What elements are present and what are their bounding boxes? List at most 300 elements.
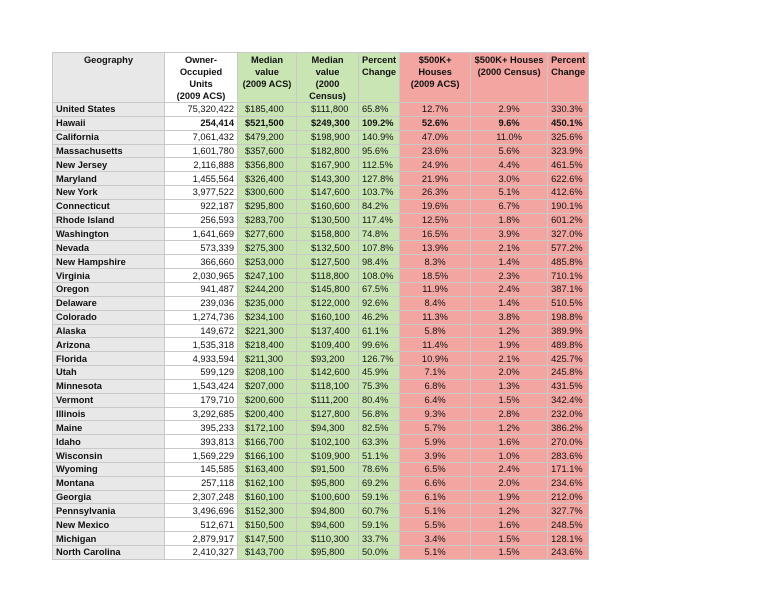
cell-owner-occupied-units: 254,414 [165, 116, 238, 130]
cell-percent-change-houses: 710.1% [548, 269, 589, 283]
cell-owner-occupied-units: 366,660 [165, 255, 238, 269]
cell-500k-houses-2009: 24.9% [400, 158, 471, 172]
cell-geography: Arizona [53, 338, 165, 352]
table-row [53, 158, 589, 172]
cell-owner-occupied-units: 1,535,318 [165, 338, 238, 352]
cell-median-value-2009: $172,100 [238, 421, 297, 435]
table-row [53, 130, 589, 144]
cell-geography: Wyoming [53, 462, 165, 476]
cell-median-value-2000: $95,800 [297, 476, 359, 490]
cell-500k-houses-2000: 1.5% [471, 546, 548, 560]
cell-owner-occupied-units: 7,061,432 [165, 130, 238, 144]
table-row [53, 421, 589, 435]
cell-500k-houses-2000: 1.4% [471, 296, 548, 310]
cell-percent-change-value: 99.6% [359, 338, 400, 352]
cell-percent-change-value: 75.3% [359, 379, 400, 393]
cell-500k-houses-2000: 1.2% [471, 504, 548, 518]
cell-500k-houses-2009: 47.0% [400, 130, 471, 144]
cell-owner-occupied-units: 75,320,422 [165, 103, 238, 117]
cell-percent-change-houses: 232.0% [548, 407, 589, 421]
cell-percent-change-houses: 510.5% [548, 296, 589, 310]
cell-500k-houses-2000: 11.0% [471, 130, 548, 144]
cell-geography: Michigan [53, 532, 165, 546]
cell-500k-houses-2000: 1.9% [471, 490, 548, 504]
cell-geography: Wisconsin [53, 449, 165, 463]
header-mv09-line1: Median value [250, 55, 284, 77]
cell-owner-occupied-units: 256,593 [165, 213, 238, 227]
cell-median-value-2000: $137,400 [297, 324, 359, 338]
cell-median-value-2000: $102,100 [297, 435, 359, 449]
cell-geography: Illinois [53, 407, 165, 421]
cell-geography: Virginia [53, 269, 165, 283]
cell-median-value-2009: $326,400 [238, 172, 297, 186]
cell-median-value-2009: $253,000 [238, 255, 297, 269]
cell-median-value-2009: $160,100 [238, 490, 297, 504]
cell-500k-houses-2000: 5.6% [471, 144, 548, 158]
cell-median-value-2000: $118,100 [297, 379, 359, 393]
header-geography [53, 53, 165, 103]
cell-500k-houses-2009: 9.3% [400, 407, 471, 421]
cell-median-value-2000: $109,900 [297, 449, 359, 463]
cell-percent-change-houses: 461.5% [548, 158, 589, 172]
cell-percent-change-houses: 248.5% [548, 518, 589, 532]
cell-500k-houses-2009: 5.1% [400, 504, 471, 518]
cell-percent-change-value: 61.1% [359, 324, 400, 338]
cell-percent-change-houses: 327.0% [548, 227, 589, 241]
cell-500k-houses-2009: 21.9% [400, 172, 471, 186]
table-row [53, 310, 589, 324]
cell-median-value-2000: $93,200 [297, 352, 359, 366]
cell-500k-houses-2009: 8.3% [400, 255, 471, 269]
cell-median-value-2009: $200,400 [238, 407, 297, 421]
table-row [53, 144, 589, 158]
cell-percent-change-houses: 425.7% [548, 352, 589, 366]
table-row [53, 269, 589, 283]
cell-500k-houses-2009: 3.9% [400, 449, 471, 463]
cell-median-value-2000: $249,300 [297, 116, 359, 130]
cell-median-value-2009: $300,600 [238, 186, 297, 200]
cell-500k-houses-2000: 2.4% [471, 282, 548, 296]
cell-median-value-2009: $357,600 [238, 144, 297, 158]
cell-500k-houses-2009: 6.6% [400, 476, 471, 490]
cell-median-value-2000: $94,600 [297, 518, 359, 532]
cell-500k-houses-2000: 2.8% [471, 407, 548, 421]
cell-geography: Vermont [53, 393, 165, 407]
cell-median-value-2009: $163,400 [238, 462, 297, 476]
cell-median-value-2000: $147,600 [297, 186, 359, 200]
cell-percent-change-value: 117.4% [359, 213, 400, 227]
cell-percent-change-value: 78.6% [359, 462, 400, 476]
cell-median-value-2000: $158,800 [297, 227, 359, 241]
cell-median-value-2009: $152,300 [238, 504, 297, 518]
cell-median-value-2009: $356,800 [238, 158, 297, 172]
table-body [53, 103, 589, 560]
cell-500k-houses-2009: 5.9% [400, 435, 471, 449]
cell-500k-houses-2000: 1.5% [471, 393, 548, 407]
cell-percent-change-houses: 128.1% [548, 532, 589, 546]
cell-median-value-2009: $234,100 [238, 310, 297, 324]
cell-percent-change-value: 109.2% [359, 116, 400, 130]
cell-500k-houses-2009: 10.9% [400, 352, 471, 366]
header-h09-line2: (2009 ACS) [410, 79, 460, 89]
cell-500k-houses-2009: 26.3% [400, 186, 471, 200]
header-h00-line1: $500K+ Houses [474, 55, 544, 65]
cell-geography: Utah [53, 366, 165, 380]
cell-geography: Delaware [53, 296, 165, 310]
cell-median-value-2000: $132,500 [297, 241, 359, 255]
cell-percent-change-houses: 234.6% [548, 476, 589, 490]
cell-percent-change-houses: 198.8% [548, 310, 589, 324]
cell-500k-houses-2000: 2.9% [471, 103, 548, 117]
cell-median-value-2009: $200,600 [238, 393, 297, 407]
cell-500k-houses-2000: 1.2% [471, 324, 548, 338]
cell-median-value-2000: $160,100 [297, 310, 359, 324]
cell-median-value-2009: $185,400 [238, 103, 297, 117]
cell-500k-houses-2000: 3.8% [471, 310, 548, 324]
cell-500k-houses-2009: 16.5% [400, 227, 471, 241]
cell-median-value-2009: $166,100 [238, 449, 297, 463]
cell-percent-change-value: 59.1% [359, 518, 400, 532]
cell-geography: Maryland [53, 172, 165, 186]
cell-geography: Minnesota [53, 379, 165, 393]
cell-500k-houses-2000: 2.3% [471, 269, 548, 283]
table-row [53, 476, 589, 490]
header-500k-houses-2000 [471, 53, 548, 103]
cell-percent-change-houses: 283.6% [548, 449, 589, 463]
cell-geography: Pennsylvania [53, 504, 165, 518]
cell-500k-houses-2000: 1.2% [471, 421, 548, 435]
cell-median-value-2000: $118,800 [297, 269, 359, 283]
table-row [53, 186, 589, 200]
cell-median-value-2000: $100,600 [297, 490, 359, 504]
cell-owner-occupied-units: 4,933,594 [165, 352, 238, 366]
cell-geography: Hawaii [53, 116, 165, 130]
cell-percent-change-value: 95.6% [359, 144, 400, 158]
cell-median-value-2000: $130,500 [297, 213, 359, 227]
cell-median-value-2000: $145,800 [297, 282, 359, 296]
cell-percent-change-value: 46.2% [359, 310, 400, 324]
cell-median-value-2009: $295,800 [238, 199, 297, 213]
cell-median-value-2000: $143,300 [297, 172, 359, 186]
cell-percent-change-value: 63.3% [359, 435, 400, 449]
cell-500k-houses-2000: 2.1% [471, 241, 548, 255]
cell-geography: New Hampshire [53, 255, 165, 269]
cell-500k-houses-2000: 2.4% [471, 462, 548, 476]
header-median-value-2009 [238, 53, 297, 103]
cell-geography: Idaho [53, 435, 165, 449]
cell-500k-houses-2009: 11.9% [400, 282, 471, 296]
cell-median-value-2009: $235,000 [238, 296, 297, 310]
cell-percent-change-value: 69.2% [359, 476, 400, 490]
cell-percent-change-value: 67.5% [359, 282, 400, 296]
cell-median-value-2000: $111,800 [297, 103, 359, 117]
cell-median-value-2009: $211,300 [238, 352, 297, 366]
cell-median-value-2009: $479,200 [238, 130, 297, 144]
cell-percent-change-value: 65.8% [359, 103, 400, 117]
cell-500k-houses-2009: 5.5% [400, 518, 471, 532]
cell-median-value-2000: $122,000 [297, 296, 359, 310]
cell-percent-change-value: 45.9% [359, 366, 400, 380]
cell-percent-change-houses: 601.2% [548, 213, 589, 227]
cell-owner-occupied-units: 512,671 [165, 518, 238, 532]
housing-value-table [52, 52, 589, 560]
table-row [53, 546, 589, 560]
cell-median-value-2000: $109,400 [297, 338, 359, 352]
cell-500k-houses-2009: 23.6% [400, 144, 471, 158]
cell-geography: United States [53, 103, 165, 117]
cell-median-value-2009: $147,500 [238, 532, 297, 546]
cell-owner-occupied-units: 149,672 [165, 324, 238, 338]
cell-owner-occupied-units: 2,879,917 [165, 532, 238, 546]
cell-median-value-2000: $94,300 [297, 421, 359, 435]
cell-median-value-2009: $207,000 [238, 379, 297, 393]
header-percent-change-houses [548, 53, 589, 103]
header-h09-line1: $500K+ Houses [418, 55, 452, 77]
cell-median-value-2000: $111,200 [297, 393, 359, 407]
cell-owner-occupied-units: 3,496,696 [165, 504, 238, 518]
table-row [53, 255, 589, 269]
cell-percent-change-value: 60.7% [359, 504, 400, 518]
cell-geography: Massachusetts [53, 144, 165, 158]
cell-median-value-2000: $94,800 [297, 504, 359, 518]
cell-500k-houses-2009: 19.6% [400, 199, 471, 213]
cell-500k-houses-2000: 6.7% [471, 199, 548, 213]
cell-median-value-2009: $218,400 [238, 338, 297, 352]
table-row [53, 213, 589, 227]
table-row [53, 407, 589, 421]
cell-median-value-2009: $162,100 [238, 476, 297, 490]
cell-500k-houses-2000: 1.0% [471, 449, 548, 463]
header-mv00-line2: (2000 Census) [309, 79, 346, 101]
cell-geography: Maine [53, 421, 165, 435]
cell-geography: Nevada [53, 241, 165, 255]
cell-geography: Oregon [53, 282, 165, 296]
cell-500k-houses-2000: 2.0% [471, 366, 548, 380]
header-owner-line2: Occupied Units [179, 67, 223, 89]
cell-500k-houses-2000: 2.1% [471, 352, 548, 366]
cell-500k-houses-2009: 7.1% [400, 366, 471, 380]
cell-500k-houses-2000: 2.0% [471, 476, 548, 490]
header-owner-line1: Owner- [184, 55, 218, 65]
cell-median-value-2000: $127,800 [297, 407, 359, 421]
table-row [53, 324, 589, 338]
cell-percent-change-houses: 270.0% [548, 435, 589, 449]
header-pct-line1: Percent [362, 55, 397, 65]
cell-median-value-2009: $247,100 [238, 269, 297, 283]
cell-owner-occupied-units: 1,274,736 [165, 310, 238, 324]
cell-percent-change-houses: 243.6% [548, 546, 589, 560]
cell-geography: Rhode Island [53, 213, 165, 227]
cell-geography: Colorado [53, 310, 165, 324]
cell-percent-change-houses: 190.1% [548, 199, 589, 213]
header-owner-occupied-units [165, 53, 238, 103]
cell-500k-houses-2009: 52.6% [400, 116, 471, 130]
cell-percent-change-value: 50.0% [359, 546, 400, 560]
table-row [53, 282, 589, 296]
cell-500k-houses-2000: 5.1% [471, 186, 548, 200]
cell-500k-houses-2009: 13.9% [400, 241, 471, 255]
header-hpct-line1: Percent [551, 55, 586, 65]
cell-percent-change-value: 126.7% [359, 352, 400, 366]
cell-percent-change-houses: 212.0% [548, 490, 589, 504]
header-h00-line2: (2000 Census) [477, 67, 541, 77]
table-row [53, 116, 589, 130]
cell-median-value-2009: $244,200 [238, 282, 297, 296]
cell-percent-change-houses: 431.5% [548, 379, 589, 393]
cell-500k-houses-2000: 1.5% [471, 532, 548, 546]
cell-owner-occupied-units: 3,292,685 [165, 407, 238, 421]
cell-percent-change-houses: 387.1% [548, 282, 589, 296]
cell-500k-houses-2009: 11.3% [400, 310, 471, 324]
cell-geography: New Jersey [53, 158, 165, 172]
header-pct-line2: Change [362, 67, 397, 77]
cell-percent-change-value: 103.7% [359, 186, 400, 200]
cell-percent-change-houses: 323.9% [548, 144, 589, 158]
cell-500k-houses-2009: 12.7% [400, 103, 471, 117]
header-median-value-2000 [297, 53, 359, 103]
table-row [53, 241, 589, 255]
table-row [53, 352, 589, 366]
cell-geography: Georgia [53, 490, 165, 504]
cell-owner-occupied-units: 573,339 [165, 241, 238, 255]
cell-percent-change-houses: 450.1% [548, 116, 589, 130]
cell-500k-houses-2000: 1.6% [471, 518, 548, 532]
cell-500k-houses-2009: 3.4% [400, 532, 471, 546]
cell-median-value-2009: $283,700 [238, 213, 297, 227]
table-row [53, 227, 589, 241]
cell-500k-houses-2000: 1.6% [471, 435, 548, 449]
header-500k-houses-2009 [400, 53, 471, 103]
cell-percent-change-value: 56.8% [359, 407, 400, 421]
cell-owner-occupied-units: 257,118 [165, 476, 238, 490]
cell-owner-occupied-units: 145,585 [165, 462, 238, 476]
cell-percent-change-value: 112.5% [359, 158, 400, 172]
cell-percent-change-houses: 489.8% [548, 338, 589, 352]
cell-owner-occupied-units: 599,129 [165, 366, 238, 380]
cell-owner-occupied-units: 1,601,780 [165, 144, 238, 158]
cell-owner-occupied-units: 1,641,669 [165, 227, 238, 241]
cell-median-value-2000: $160,600 [297, 199, 359, 213]
table-row [53, 518, 589, 532]
cell-median-value-2009: $521,500 [238, 116, 297, 130]
cell-geography: Montana [53, 476, 165, 490]
cell-geography: Florida [53, 352, 165, 366]
cell-owner-occupied-units: 1,543,424 [165, 379, 238, 393]
cell-percent-change-value: 92.6% [359, 296, 400, 310]
table-row [53, 490, 589, 504]
header-percent-change-value [359, 53, 400, 103]
header-mv09-line2: (2009 ACS) [242, 79, 292, 89]
cell-owner-occupied-units: 2,410,327 [165, 546, 238, 560]
cell-median-value-2000: $182,800 [297, 144, 359, 158]
cell-median-value-2009: $143,700 [238, 546, 297, 560]
cell-median-value-2009: $221,300 [238, 324, 297, 338]
cell-500k-houses-2009: 6.8% [400, 379, 471, 393]
table-row [53, 366, 589, 380]
cell-percent-change-value: 33.7% [359, 532, 400, 546]
cell-percent-change-houses: 330.3% [548, 103, 589, 117]
table-row [53, 379, 589, 393]
cell-percent-change-value: 80.4% [359, 393, 400, 407]
cell-geography: California [53, 130, 165, 144]
cell-owner-occupied-units: 179,710 [165, 393, 238, 407]
cell-percent-change-houses: 622.6% [548, 172, 589, 186]
table-row [53, 462, 589, 476]
cell-median-value-2000: $198,900 [297, 130, 359, 144]
table-row [53, 338, 589, 352]
cell-percent-change-houses: 342.4% [548, 393, 589, 407]
header-owner-line3: (2009 ACS) [176, 91, 226, 101]
cell-500k-houses-2000: 1.8% [471, 213, 548, 227]
table-row [53, 449, 589, 463]
table-row [53, 172, 589, 186]
cell-median-value-2009: $150,500 [238, 518, 297, 532]
cell-500k-houses-2009: 11.4% [400, 338, 471, 352]
table-row [53, 296, 589, 310]
cell-median-value-2009: $277,600 [238, 227, 297, 241]
cell-percent-change-value: 74.8% [359, 227, 400, 241]
cell-500k-houses-2000: 1.4% [471, 255, 548, 269]
cell-500k-houses-2000: 3.9% [471, 227, 548, 241]
cell-geography: New York [53, 186, 165, 200]
cell-percent-change-houses: 485.8% [548, 255, 589, 269]
table-row [53, 504, 589, 518]
cell-owner-occupied-units: 395,233 [165, 421, 238, 435]
cell-percent-change-houses: 389.9% [548, 324, 589, 338]
cell-500k-houses-2009: 12.5% [400, 213, 471, 227]
cell-median-value-2009: $208,100 [238, 366, 297, 380]
table-row [53, 103, 589, 117]
table-row [53, 532, 589, 546]
cell-median-value-2000: $167,900 [297, 158, 359, 172]
cell-owner-occupied-units: 2,030,965 [165, 269, 238, 283]
cell-percent-change-houses: 577.2% [548, 241, 589, 255]
cell-percent-change-value: 51.1% [359, 449, 400, 463]
cell-median-value-2000: $142,600 [297, 366, 359, 380]
table-row [53, 393, 589, 407]
table-row [53, 199, 589, 213]
cell-500k-houses-2000: 1.9% [471, 338, 548, 352]
cell-geography: Washington [53, 227, 165, 241]
header-mv00-line1: Median value [311, 55, 344, 77]
cell-500k-houses-2000: 9.6% [471, 116, 548, 130]
cell-percent-change-value: 140.9% [359, 130, 400, 144]
cell-median-value-2000: $127,500 [297, 255, 359, 269]
cell-geography: Alaska [53, 324, 165, 338]
cell-percent-change-houses: 245.8% [548, 366, 589, 380]
cell-owner-occupied-units: 922,187 [165, 199, 238, 213]
cell-median-value-2009: $166,700 [238, 435, 297, 449]
cell-geography: Connecticut [53, 199, 165, 213]
cell-500k-houses-2009: 6.1% [400, 490, 471, 504]
cell-percent-change-value: 107.8% [359, 241, 400, 255]
cell-500k-houses-2000: 4.4% [471, 158, 548, 172]
cell-500k-houses-2009: 6.5% [400, 462, 471, 476]
cell-owner-occupied-units: 1,455,564 [165, 172, 238, 186]
cell-500k-houses-2009: 8.4% [400, 296, 471, 310]
cell-owner-occupied-units: 239,036 [165, 296, 238, 310]
cell-median-value-2000: $110,300 [297, 532, 359, 546]
cell-percent-change-value: 84.2% [359, 199, 400, 213]
cell-owner-occupied-units: 393,813 [165, 435, 238, 449]
cell-owner-occupied-units: 2,307,248 [165, 490, 238, 504]
cell-500k-houses-2000: 3.0% [471, 172, 548, 186]
cell-percent-change-houses: 386.2% [548, 421, 589, 435]
cell-owner-occupied-units: 941,487 [165, 282, 238, 296]
cell-percent-change-value: 108.0% [359, 269, 400, 283]
cell-geography: North Carolina [53, 546, 165, 560]
cell-median-value-2000: $91,500 [297, 462, 359, 476]
